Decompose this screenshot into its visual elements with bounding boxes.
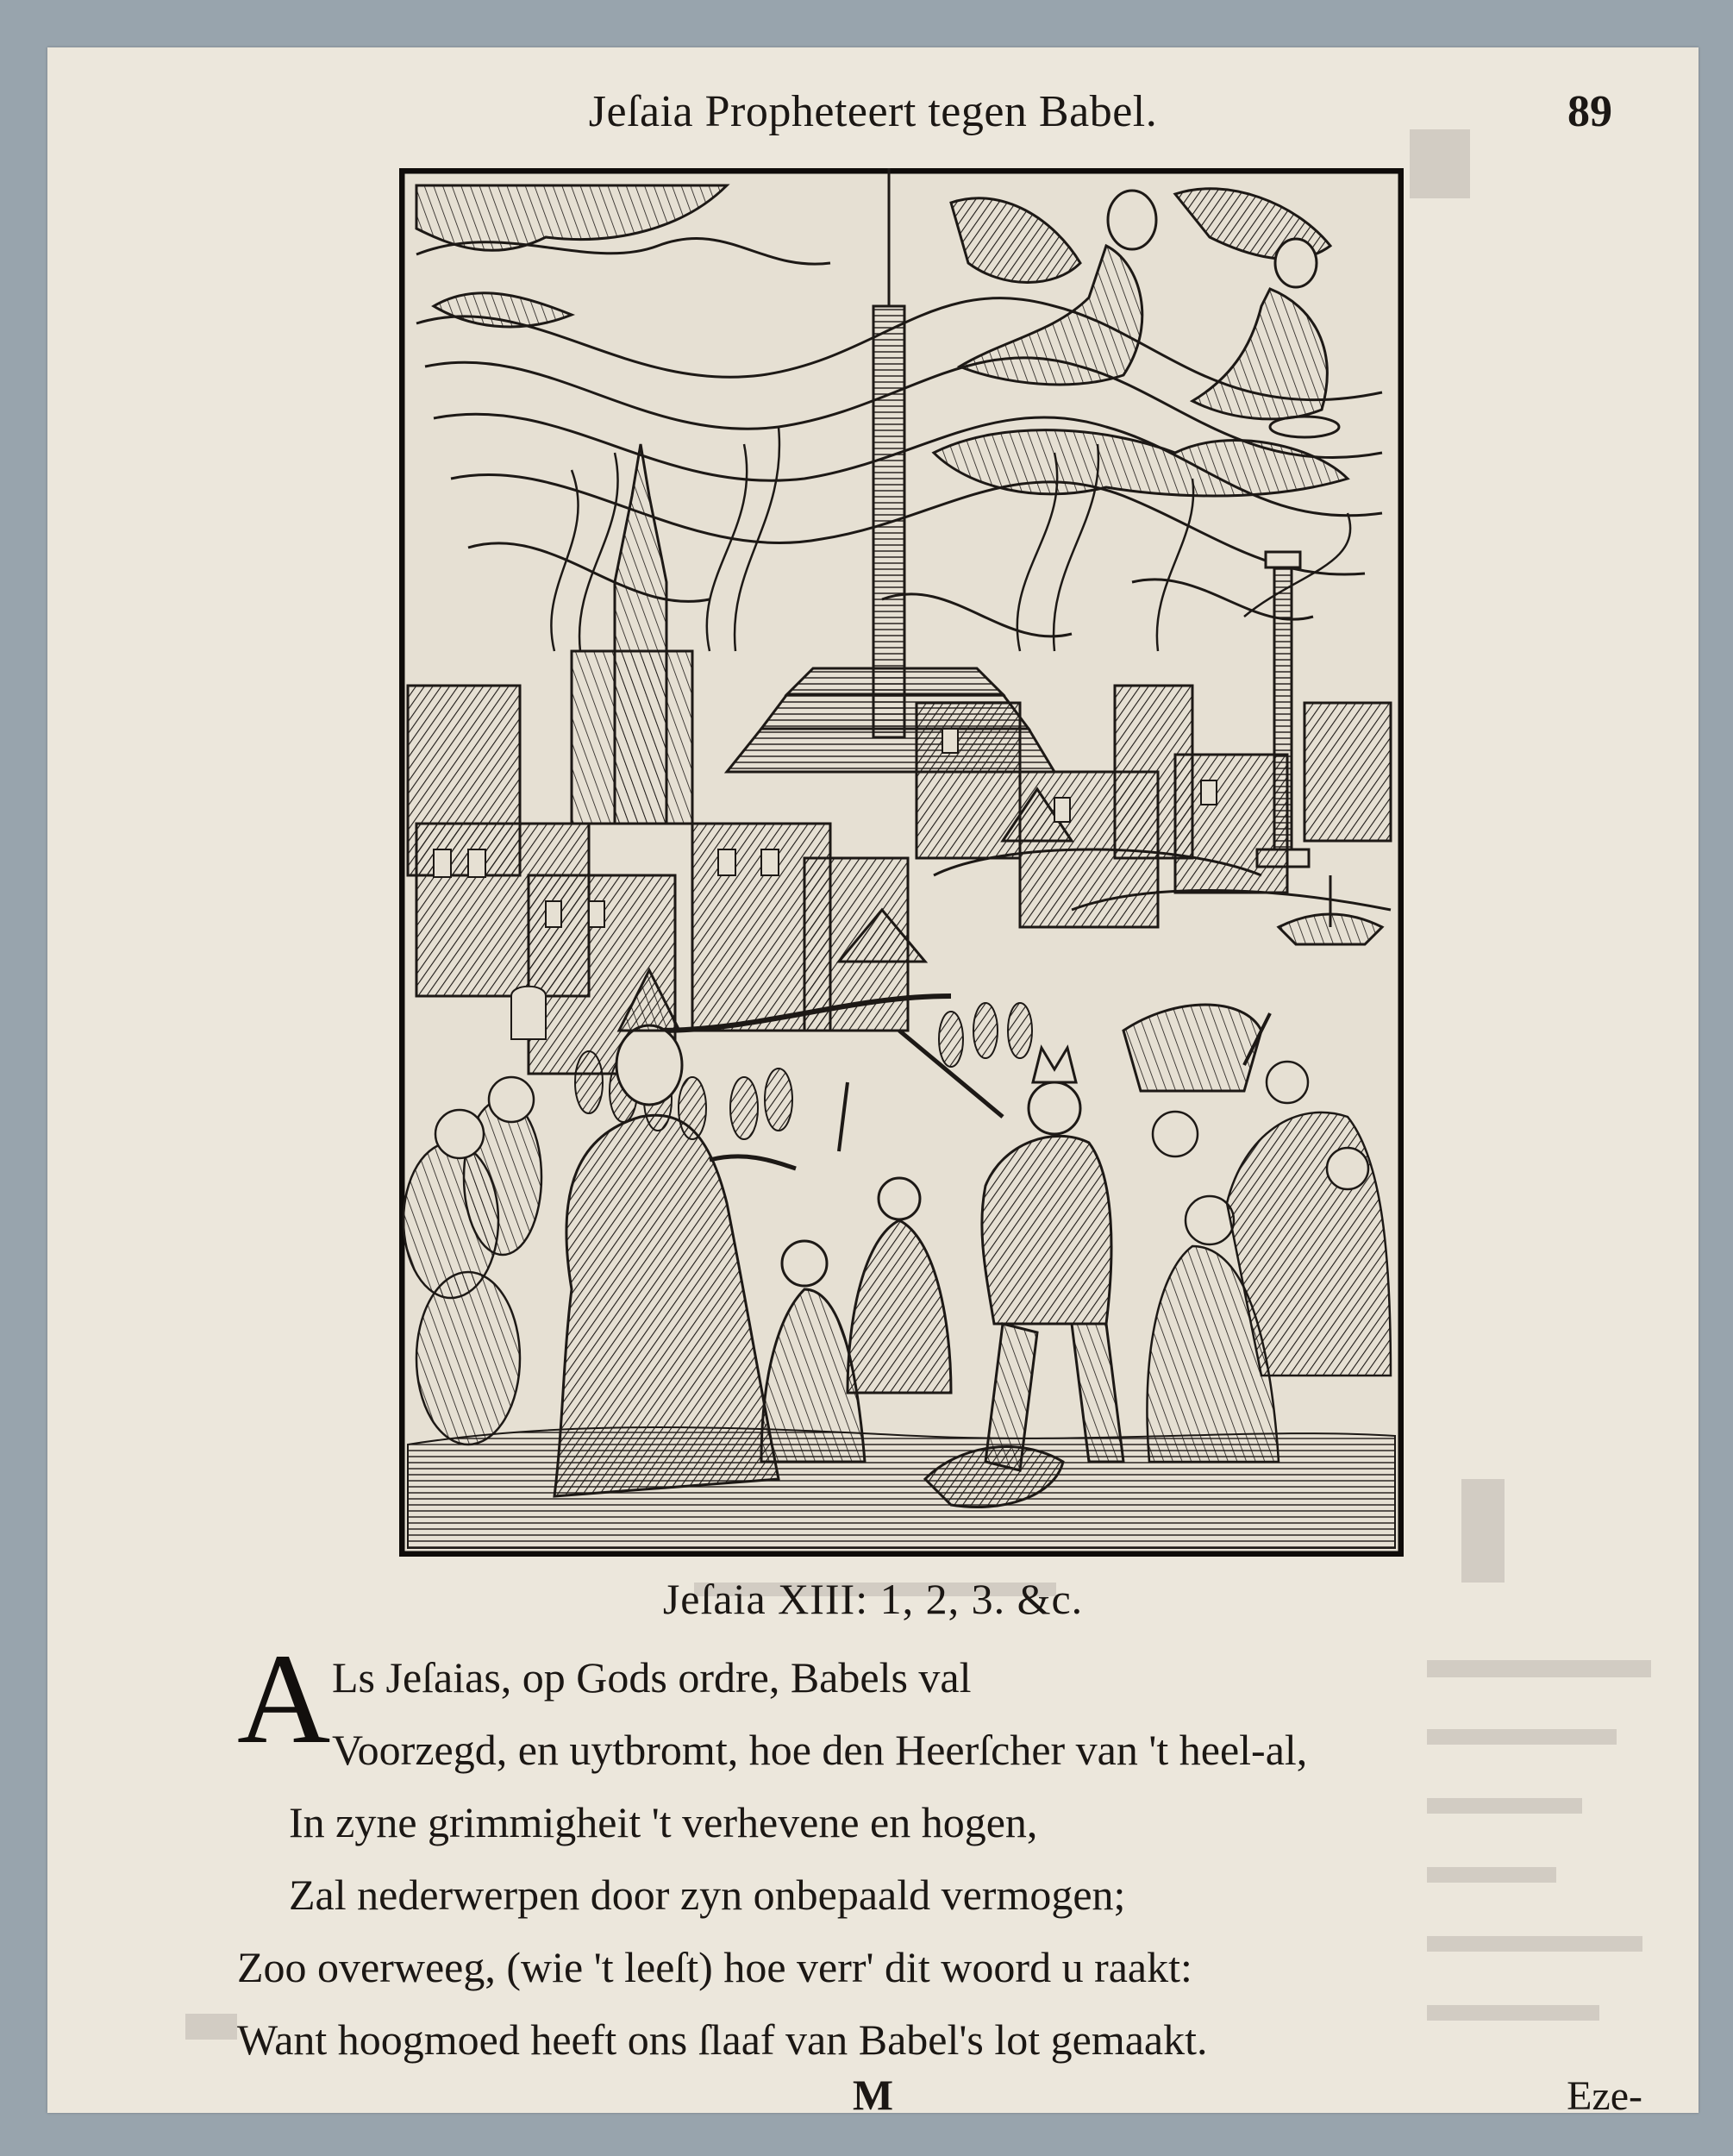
poem-line: Ls Jeſaias, op Gods ordre, Babels val [332,1653,972,1702]
poem-line: In zyne grimmigheit 't verhevene en hogen, [289,1798,1038,1846]
catchword: Eze- [1567,2073,1642,2119]
poem-line: Zal nederwerpen door zyn onbepaald vermogen; [289,1871,1126,1919]
running-title: Jeſaia Propheteert tegen Babel. [588,87,1158,136]
signature-mark: M [852,2071,894,2119]
scripture-reference: Jeſaia XIII: 1, 2, 3. &c. [662,1575,1084,1623]
poem-line: Voorzegd, en uytbromt, hoe den Heerſcher van 't heel-al, [332,1726,1308,1774]
page-number: 89 [1567,87,1612,136]
drop-cap: A [237,1627,331,1771]
poem-line: Want hoogmoed heeft ons ſlaaf van Babel's lot gemaakt. [237,2015,1208,2064]
book-page [47,47,1699,2119]
poem-line: Zoo overweeg, (wie 't leeſt) hoe verr' dit woord u raakt: [237,1943,1192,1991]
poem [237,1641,1530,2076]
woodcut-illustration [399,168,1404,1557]
